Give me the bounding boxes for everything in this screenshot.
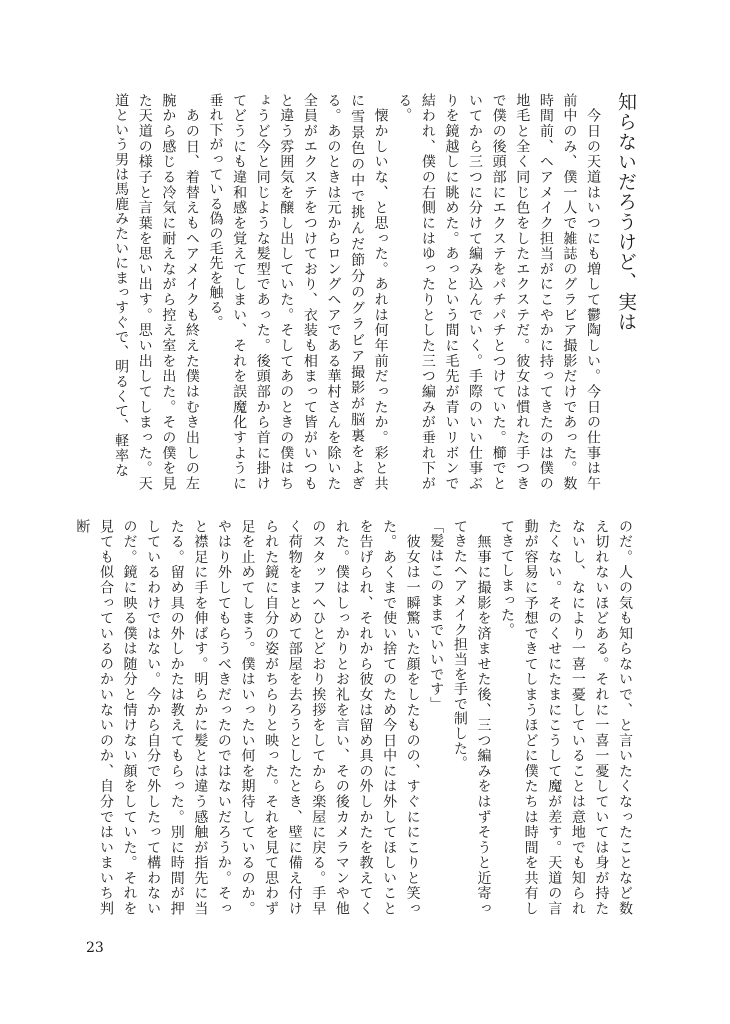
body-text-upper: 今日の天道はいつにも増して鬱陶しい。今日の仕事は午前中のみ、僕一人で雑誌のグラビア撮影だけであった。数時間前、ヘアメイク担当がにこやかに持ってきたのは僕の地毛と全く同じ色をしたエクステだ。彼女は慣れた手つきで僕の後頭部にエクステをパチパチとつけていた。櫛でといてから三つに分けて編み込んでいく。手際のいい仕事ぶりを鏡越しに眺めた。あっという間に毛先が青いリボンで結われ、僕の右側にはゆったりとした三つ編みが垂れ下がる。 懐かしいな、と思った。あれは何年前だったか。彩と共に雪景色の中で挑んだ節分のグラビア撮影が脳裏をよぎる。あのときは元からロングヘアである華村さんを除いた全員がエクステをつけており、衣装も相まって皆がいつもと違う雰囲気を醸し出していた。そしてあのときの僕はちょうど今と同じような髪型であった。後頭部から首に掛けてどうにも違和感を覚えてしまい、それを誤魔化すように垂れ下がっている偽の毛先を触る。 あの日、着替えもヘアメイクも終えた僕はむき出しの左腕から感じる冷気に耐えながら控え室を出た。その僕を見た天道の様子と言葉を思い出す。思い出してしまった。天道という男は馬鹿みたいにまっすぐで、明るくて、軽率な	[113, 93, 601, 491]
body-text-lower: のだ。人の気も知らないで、と言いたくなったことなど数え切れないほどある。それに一喜一憂していては身が持たないし、なにより一喜一憂していることは意地でも知られたくない。そのくせにたまにこうして魔が差す。天道の言動が容易に予想できてしまうほどに僕たちは時間を共有してきてしまった。 無事に撮影を済ませた後、三つ編みをはずそうと近寄ってきたヘアメイク担当を手で制した。 「髪はこのままでいいです」 彼女は一瞬驚いた顔をしたものの、すぐににこりと笑った。あくまで使い捨てのため今日中には外してほしいことを告げられ、それから彼女は留め具の外しかたを教えてくれた。僕はしっかりとお礼を言い、その後カメラマンや他のスタッフへひとどおり挨拶をしてから楽屋に戻る。手早く荷物をまとめて部屋を去ろうとしたとき、壁に備え付けられた鏡に自分の姿がちらりと映った。それを見て思わず足を止めてしまう。僕はいったい何を期待しているのか。やはり外してもらうべきだったのではないだろうか。そっと襟足に手を伸ばす。明らかに髪とは違う感触が指先に当たる。留め具の外しかたは教えてもらった。別に時間が押しているわけではない。今から自分で外したって構わないのだ。鏡に映る僕は随分と情けない顔をしていた。それを見ても似合っているのかいないのか、自分ではいまいち判断	[74, 519, 633, 916]
page-number: 23	[86, 940, 104, 956]
chapter-title: 知らないだろうけど、実は	[615, 92, 637, 332]
